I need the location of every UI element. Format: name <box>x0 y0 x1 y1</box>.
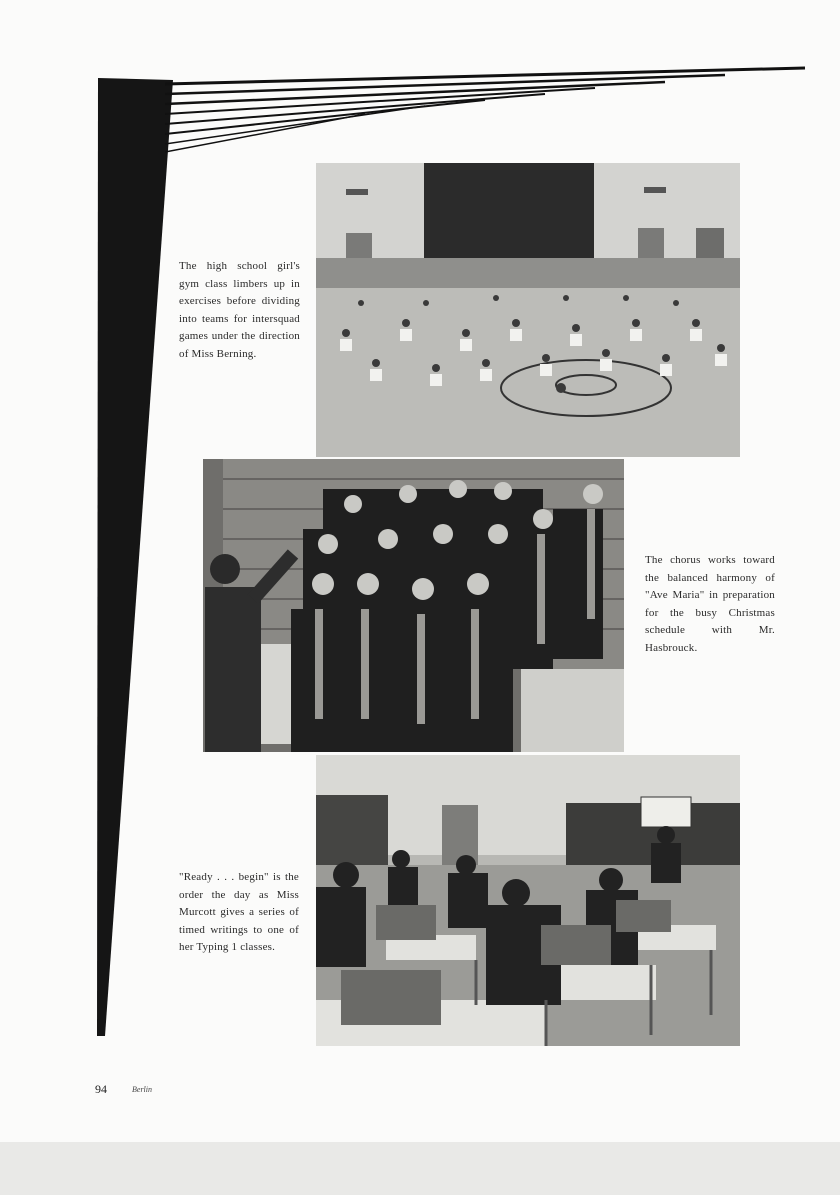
decorative-black-bar <box>95 78 175 1038</box>
chorus-caption: The chorus works toward the balanced harmony of "Ave Maria" in preparation for the busy Christmas schedule with Mr. Hasbrouck. <box>645 554 775 654</box>
typing-class-photo <box>316 755 740 1046</box>
chorus-photo <box>203 459 624 752</box>
page-bottom-band <box>0 1142 840 1195</box>
running-title: Berlin <box>132 1085 152 1094</box>
typing-class-caption: "Ready . . . begin" is the order the day as Miss Murcott gives a series of timed writings to one of her Typing 1 classes. <box>179 871 299 953</box>
decorative-streaks <box>165 66 815 156</box>
page-number: 94 <box>95 1082 107 1096</box>
gym-class-photo <box>316 163 740 457</box>
gym-class-caption: The high school girl's gym class limbers up in exercises before dividing into teams for intersquad games under the direction of Miss Berning. <box>179 260 300 360</box>
